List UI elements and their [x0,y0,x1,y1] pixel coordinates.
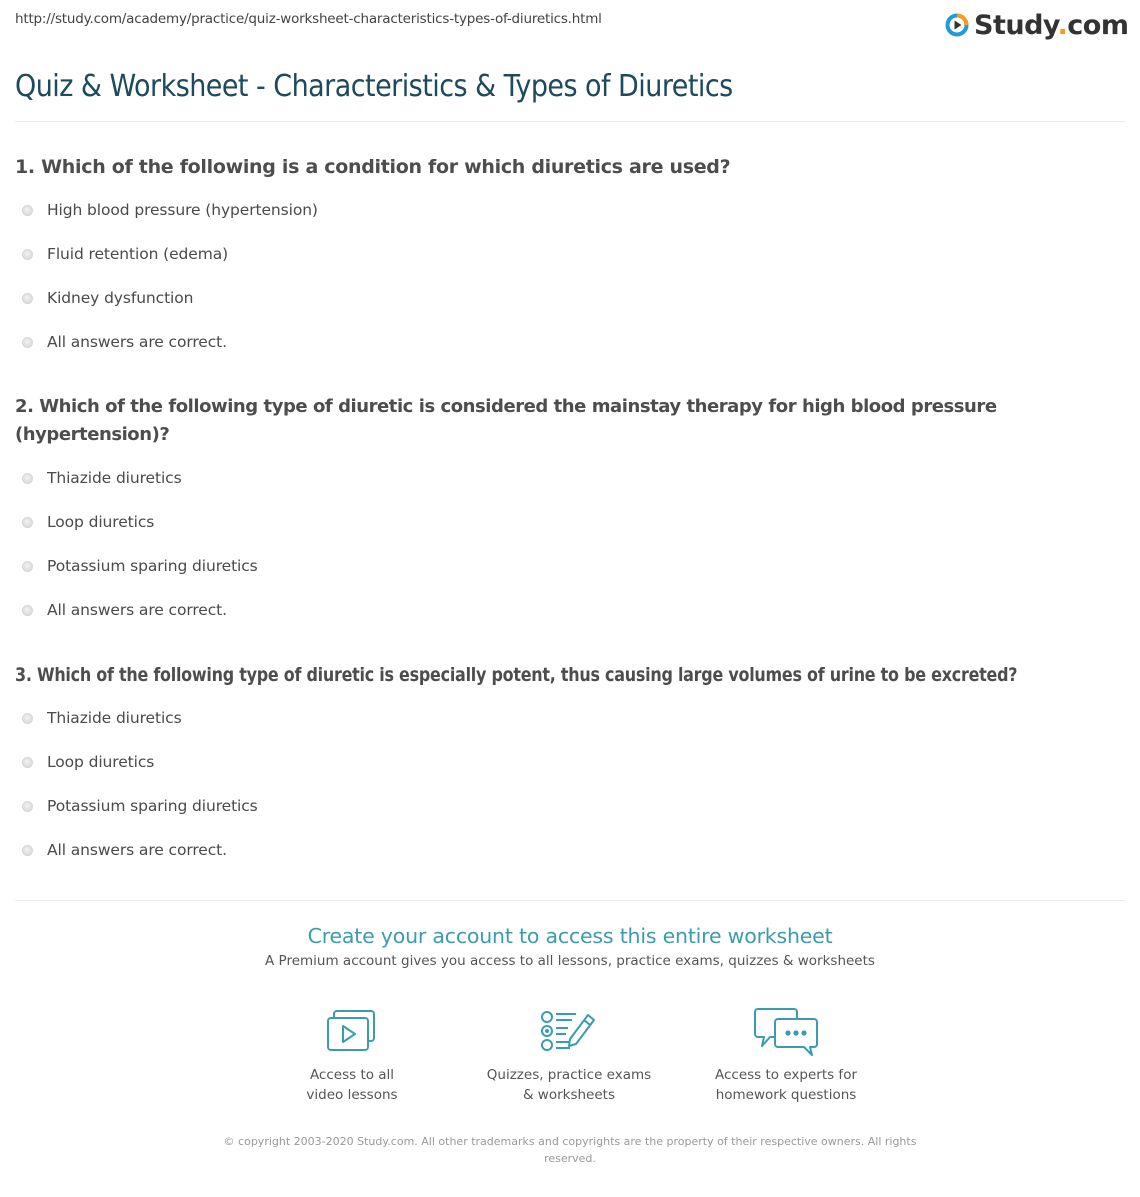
option-label: Fluid retention (edema) [47,245,229,263]
q3-option-4[interactable] [22,839,227,861]
option-label: Thiazide diuretics [47,469,182,487]
premium-description: A Premium account gives you access to all lessons, practice exams, quizzes & worksheets [265,953,875,969]
option-label: Kidney dysfunction [47,289,194,307]
option-label: All answers are correct. [47,333,227,351]
option-label: All answers are correct. [47,841,227,859]
radio-button[interactable] [22,605,33,616]
chat-bubbles-icon [754,1006,818,1056]
radio-button[interactable] [22,249,33,260]
quiz-checklist-icon [540,1009,598,1053]
q3-option-1[interactable] [22,707,182,729]
q2-option-1[interactable] [22,467,182,489]
q3-option-2[interactable] [22,751,154,773]
radio-button[interactable] [22,845,33,856]
page-url: http://study.com/academy/practice/quiz-worksheet-characteristics-types-of-diuretics.html [15,11,602,27]
option-label: Loop diuretics [47,513,155,531]
copyright-notice: © copyright 2003-2020 Study.com. All other trademarks and copyrights are the property of their respective owners. All rights reserved. [223,1135,917,1165]
q1-option-2[interactable] [22,243,228,265]
feature-video-lessons [252,1005,452,1105]
feature-label-line2: homework questions [715,1087,857,1103]
video-lessons-icon [325,1009,379,1053]
radio-button[interactable] [22,517,33,528]
question-3: 3. Which of the following type of diuretic is especially potent, thus causing large volumes of urine to be excreted? [15,664,1018,686]
logo-text: Study.com [974,9,1129,41]
questions-divider [15,900,1125,901]
radio-button[interactable] [22,293,33,304]
option-label: High blood pressure (hypertension) [47,201,318,219]
q1-option-4[interactable] [22,331,227,353]
study-logo-icon [945,13,969,37]
q3-option-3[interactable] [22,795,258,817]
feature-label-line1: Quizzes, practice exams [486,1067,652,1083]
q1-option-1[interactable] [22,199,318,221]
feature-label-line1: Access to all [309,1067,395,1083]
radio-button[interactable] [22,757,33,768]
question-1: 1. Which of the following is a condition for which diuretics are used? [15,156,731,178]
radio-button[interactable] [22,801,33,812]
q1-option-3[interactable] [22,287,193,309]
radio-button[interactable] [22,561,33,572]
option-label: Potassium sparing diuretics [47,797,258,815]
feature-label-line2: & worksheets [522,1087,615,1103]
title-divider [15,121,1125,122]
option-label: Loop diuretics [47,753,155,771]
feature-quizzes [469,1005,669,1105]
q2-option-4[interactable] [22,599,227,621]
radio-button[interactable] [22,337,33,348]
radio-button[interactable] [22,473,33,484]
study-com-logo[interactable] [945,9,1129,41]
option-label: Thiazide diuretics [47,709,182,727]
feature-experts [686,1005,886,1105]
create-account-link[interactable]: Create your account to access this entire worksheet [307,924,833,948]
q2-option-2[interactable] [22,511,154,533]
question-2: 2. Which of the following type of diuretic is considered the mainstay therapy for high blood pressure (hypertension)? [15,396,997,445]
option-label: All answers are correct. [47,601,227,619]
radio-button[interactable] [22,713,33,724]
q2-option-3[interactable] [22,555,258,577]
page-title: Quiz & Worksheet - Characteristics & Types of Diuretics [15,69,733,104]
option-label: Potassium sparing diuretics [47,557,258,575]
feature-label-line2: video lessons [306,1087,398,1103]
feature-label-line1: Access to experts for [714,1067,857,1083]
radio-button[interactable] [22,205,33,216]
